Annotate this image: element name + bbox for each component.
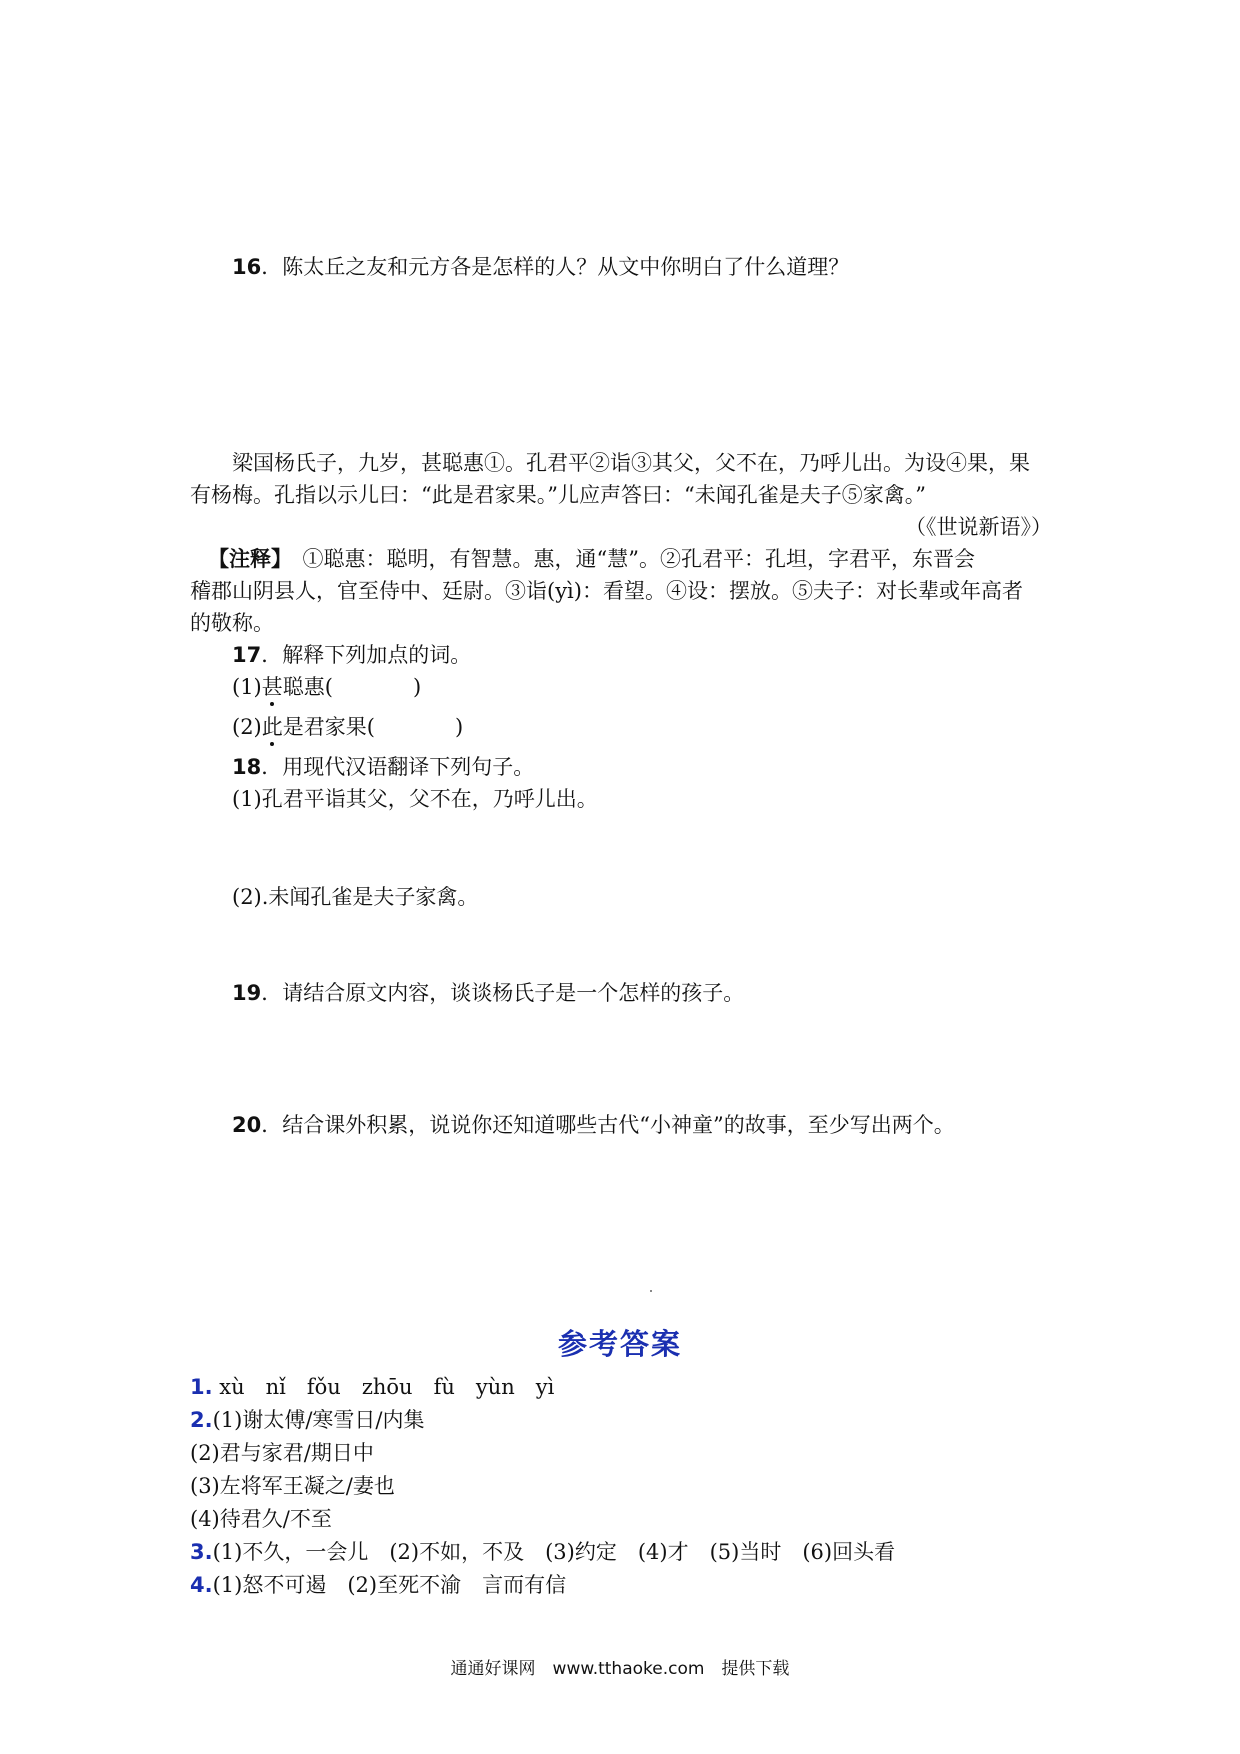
passage-line-2: 有杨梅。孔指以示儿曰：“此是君家果。”儿应声答曰：“未闻孔雀是夫子⑤家禽。”	[190, 483, 926, 507]
answer-text: (1)谢太傅/寒雪日/内集	[212, 1408, 425, 1432]
question-18-item-1: (1)孔君平诣其父，父不在，乃呼儿出。	[232, 787, 598, 811]
item-text: 聪惠(	[282, 675, 333, 699]
answer-number: 4.	[190, 1573, 213, 1597]
passage-source: （《世说新语》）	[905, 515, 1052, 539]
question-17-item-1	[232, 672, 421, 702]
passage-line-1: 梁国杨氏子，九岁，甚聪惠①。孔君平②诣③其父，父不在，乃呼儿出。为设④果，果	[232, 451, 1030, 475]
notes-line-1	[208, 544, 975, 574]
question-number: 17	[232, 643, 262, 667]
notes-line-3: 的敬称。	[190, 611, 274, 635]
answer-3	[190, 1537, 895, 1567]
answer-text: xù nǐ fǒu zhōu fù yùn yì	[212, 1375, 555, 1399]
question-number: 16	[232, 255, 262, 279]
item-close: )	[412, 675, 422, 699]
question-20	[232, 1110, 955, 1140]
answer-4	[190, 1570, 566, 1600]
question-text: ．解释下列加点的词。	[261, 643, 472, 667]
answer-1	[190, 1372, 554, 1402]
stray-dot	[650, 1290, 652, 1292]
notes-line-2: 稽郡山阴县人，官至侍中、廷尉。③诣(yì)：看望。④设：摆放。⑤夫子：对长辈或年高者	[190, 579, 1023, 603]
answer-2-line-3: (3)左将军王凝之/妻也	[190, 1474, 395, 1498]
question-18	[232, 752, 534, 782]
item-close: )	[454, 715, 464, 739]
question-16	[232, 252, 849, 282]
answers-title: 参考答案	[557, 1327, 682, 1361]
answer-text: (1)不久，一会儿 (2)不如，不及 (3)约定 (4)才 (5)当时 (6)回头看	[212, 1540, 896, 1564]
question-17	[232, 640, 471, 670]
item-text: 是君家果(	[282, 715, 375, 739]
answer-number: 2.	[190, 1408, 213, 1432]
question-number: 19	[232, 981, 262, 1005]
question-17-item-2	[232, 712, 463, 742]
question-19	[232, 978, 744, 1008]
answer-2-line-2: (2)君与家君/期日中	[190, 1441, 374, 1465]
answer-2-line-4: (4)待君久/不至	[190, 1507, 332, 1531]
question-18-item-2: (2).未闻孔雀是夫子家禽。	[232, 885, 479, 909]
question-text: ．结合课外积累，说说你还知道哪些古代“小神童”的故事，至少写出两个。	[261, 1113, 955, 1137]
answer-number: 1.	[190, 1375, 213, 1399]
item-prefix: (2)	[232, 715, 262, 739]
question-number: 18	[232, 755, 262, 779]
dotted-char: 甚	[262, 672, 283, 702]
question-text: ．用现代汉语翻译下列句子。	[261, 755, 535, 779]
answer-text: (1)怒不可遏 (2)至死不渝 言而有信	[212, 1573, 567, 1597]
question-number: 20	[232, 1113, 262, 1137]
dotted-char: 此	[262, 712, 283, 742]
answer-2	[190, 1405, 425, 1435]
item-prefix: (1)	[232, 675, 262, 699]
notes-label: 【注释】	[208, 546, 282, 571]
notes-text: ①聪惠：聪明，有智慧。惠，通“慧”。②孔君平：孔坦，字君平，东晋会	[302, 547, 975, 571]
page-footer: 通通好课网 www.tthaoke.com 提供下载	[450, 1659, 790, 1679]
question-text: ．请结合原文内容，谈谈杨氏子是一个怎样的孩子。	[261, 981, 745, 1005]
question-text: ．陈太丘之友和元方各是怎样的人？从文中你明白了什么道理？	[261, 255, 850, 279]
answer-number: 3.	[190, 1540, 213, 1564]
